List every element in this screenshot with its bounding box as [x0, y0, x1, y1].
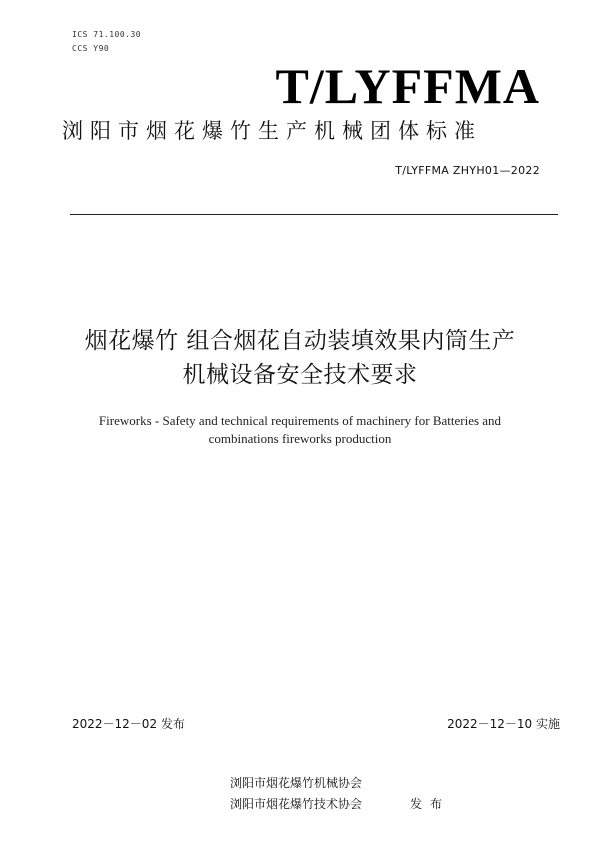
standard-number: T/LYFFMA ZHYH01—2022 — [395, 164, 540, 177]
title-en-line-1: Fireworks - Safety and technical requirements of machinery for Batteries and — [98, 413, 502, 428]
issue-date: 2022－12－02 发布 — [72, 717, 185, 731]
standard-code-logo: T/LYFFMA — [275, 58, 540, 114]
document-title-en — [60, 412, 540, 448]
publisher-org-2: 浏阳市烟花爆竹技术协会 — [230, 797, 363, 811]
publish-label: 发布 — [410, 797, 451, 811]
publisher-org-1: 浏阳市烟花爆竹机械协会 — [230, 776, 363, 790]
ics-code: ICS 71.100.30 — [72, 30, 142, 39]
ccs-code: CCS Y90 — [72, 44, 110, 53]
document-title-cn — [40, 324, 560, 392]
title-cn-line-1: 烟花爆竹 组合烟花自动装填效果内筒生产 — [84, 328, 516, 354]
title-cn-line-2: 机械设备安全技术要求 — [182, 362, 418, 388]
header-divider — [70, 214, 558, 215]
title-en-line-2: combinations fireworks production — [208, 431, 392, 446]
implementation-date: 2022－12－10 实施 — [447, 717, 560, 731]
standard-name: 浏阳市烟花爆竹生产机械团体标准 — [62, 119, 482, 143]
